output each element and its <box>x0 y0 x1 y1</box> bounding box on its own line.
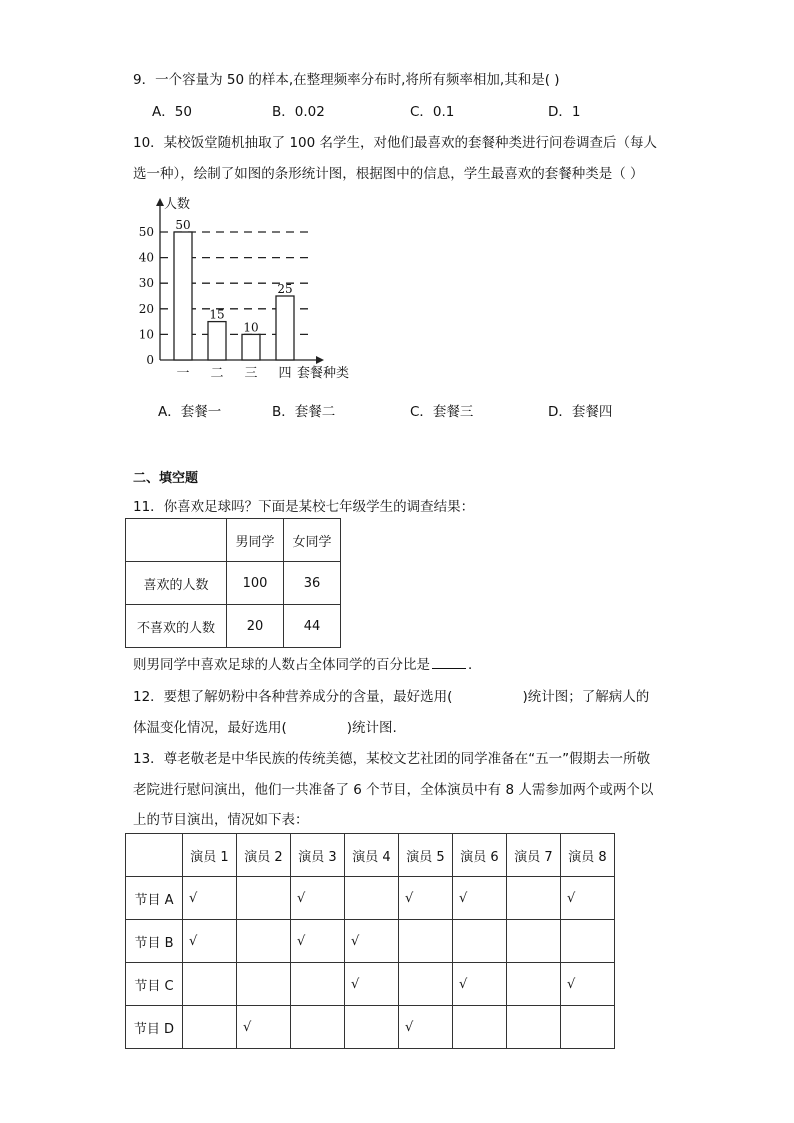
bar-chart <box>136 190 376 385</box>
table-row <box>126 605 341 648</box>
table-cell: 不喜欢的人数 <box>126 605 227 648</box>
table-row <box>126 963 615 1006</box>
q10-line1: 10．某校饭堂随机抽取了 100 名学生，对他们最喜欢的套餐种类进行问卷调查后（每人 <box>133 135 658 151</box>
table-cell <box>237 877 291 920</box>
table-row <box>126 519 341 562</box>
table-row <box>126 1006 615 1049</box>
y-axis-arrow <box>156 198 164 206</box>
table-header: 演员 2 <box>237 834 291 877</box>
table-cell: 节目 A <box>126 877 183 920</box>
table-cell <box>453 1006 507 1049</box>
table-cell: √ <box>237 1006 291 1049</box>
x-tick-label: 一 <box>176 366 190 381</box>
table-cell: 喜欢的人数 <box>126 562 227 605</box>
table-cell <box>291 963 345 1006</box>
table-header: 演员 5 <box>399 834 453 877</box>
q9-option-d: D．1 <box>548 104 581 120</box>
q9-option-c: C．0.1 <box>410 104 455 120</box>
table-cell: √ <box>399 877 453 920</box>
y-tick-label: 20 <box>138 301 154 316</box>
table-cell: 节目 D <box>126 1006 183 1049</box>
table-cell: √ <box>183 920 237 963</box>
table-row <box>126 920 615 963</box>
table-cell: √ <box>345 963 399 1006</box>
x-tick-label: 四 <box>278 366 292 381</box>
table-cell: √ <box>453 963 507 1006</box>
table-cell <box>399 920 453 963</box>
table-cell: √ <box>291 920 345 963</box>
table-cell: √ <box>453 877 507 920</box>
table-cell: √ <box>561 877 615 920</box>
q10-option-b: B．套餐二 <box>272 404 336 420</box>
q10-option-c: C．套餐三 <box>410 404 474 420</box>
table-cell <box>507 963 561 1006</box>
table-header: 演员 6 <box>453 834 507 877</box>
table-cell: 44 <box>284 605 341 648</box>
table-cell <box>561 920 615 963</box>
bar <box>242 334 260 360</box>
table-cell <box>237 963 291 1006</box>
x-axis-arrow <box>316 356 324 364</box>
q13-table <box>125 833 615 1049</box>
table-cell: √ <box>561 963 615 1006</box>
q12-line1 <box>133 685 649 705</box>
bar-data-label: 25 <box>277 282 293 296</box>
table-cell: √ <box>399 1006 453 1049</box>
table-cell: 20 <box>227 605 284 648</box>
x-tick-label: 二 <box>210 366 224 381</box>
x-tick-label: 三 <box>244 366 258 381</box>
table-cell <box>345 877 399 920</box>
q12-line1-b: )统计图；了解病人的 <box>522 689 650 705</box>
table-cell: 100 <box>227 562 284 605</box>
q11-after <box>133 653 482 673</box>
q11-text: 11．你喜欢足球吗？下面是某校七年级学生的调查结果： <box>133 499 475 515</box>
table-cell: √ <box>345 920 399 963</box>
q10-option-a: A．套餐一 <box>158 404 222 420</box>
y-tick-label: 50 <box>138 225 154 239</box>
table-row <box>126 562 341 605</box>
q10-line2: 选一种），绘制了如图的条形统计图，根据图中的信息，学生最喜欢的套餐种类是（ ） <box>133 166 644 182</box>
table-cell <box>126 519 227 562</box>
table-header: 演员 7 <box>507 834 561 877</box>
table-cell <box>507 920 561 963</box>
y-tick-label: 0 <box>146 353 154 367</box>
q12-line2 <box>133 716 397 736</box>
table-cell: 节目 B <box>126 920 183 963</box>
bar-data-label: 10 <box>243 320 259 335</box>
q11-after-suffix: ． <box>468 657 482 673</box>
q9-text: 9．一个容量为 50 的样本,在整理频率分布时,将所有频率相加,其和是( ) <box>133 72 560 88</box>
table-header: 演员 3 <box>291 834 345 877</box>
x-axis-label: 套餐种类 <box>297 366 350 381</box>
table-cell <box>237 920 291 963</box>
table-cell: 节目 C <box>126 963 183 1006</box>
table-cell <box>183 963 237 1006</box>
q13-line2: 老院进行慰问演出，他们一共准备了 6 个节目，全体演员中有 8 人需参加两个或两个以 <box>133 782 654 798</box>
q12-line1-a: 12．要想了解奶粉中各种营养成分的含量，最好选用( <box>133 689 453 705</box>
q11-after-prefix: 则男同学中喜欢足球的人数占全体同学的百分比是 <box>133 657 430 673</box>
table-cell: √ <box>183 877 237 920</box>
bar <box>276 296 294 360</box>
answer-blank[interactable] <box>432 657 466 669</box>
table-cell <box>291 1006 345 1049</box>
table-cell <box>345 1006 399 1049</box>
q13-line3: 上的节目演出，情况如下表： <box>133 812 309 828</box>
y-tick-label: 40 <box>138 250 154 265</box>
table-cell <box>126 834 183 877</box>
section-title: 二、填空题 <box>133 471 199 486</box>
table-cell <box>507 877 561 920</box>
y-tick-label: 10 <box>138 327 154 342</box>
table-header: 男同学 <box>227 519 284 562</box>
q13-line1: 13．尊老敬老是中华民族的传统美德，某校文艺社团的同学准备在“五一”假期去一所敬 <box>133 751 651 767</box>
q12-line2-b: )统计图. <box>346 720 397 736</box>
bar-data-label: 15 <box>209 307 225 322</box>
bar <box>208 322 226 360</box>
table-row <box>126 877 615 920</box>
q9-option-a: A．50 <box>152 104 192 120</box>
table-header: 演员 1 <box>183 834 237 877</box>
bar-data-label: 50 <box>175 218 191 232</box>
table-cell <box>507 1006 561 1049</box>
y-axis-label: 人数 <box>164 197 191 212</box>
table-cell: 36 <box>284 562 341 605</box>
y-tick-label: 30 <box>138 276 154 291</box>
table-cell: √ <box>291 877 345 920</box>
table-header: 演员 8 <box>561 834 615 877</box>
bar-chart-svg <box>136 190 376 385</box>
table-cell <box>561 1006 615 1049</box>
table-row <box>126 834 615 877</box>
q9-option-b: B．0.02 <box>272 104 325 120</box>
table-header: 演员 4 <box>345 834 399 877</box>
table-cell <box>183 1006 237 1049</box>
q12-line2-a: 体温变化情况，最好选用( <box>133 720 287 736</box>
q10-option-d: D．套餐四 <box>548 404 613 420</box>
table-cell <box>399 963 453 1006</box>
bar <box>174 232 192 360</box>
table-header: 女同学 <box>284 519 341 562</box>
table-cell <box>453 920 507 963</box>
q11-table <box>125 518 341 648</box>
